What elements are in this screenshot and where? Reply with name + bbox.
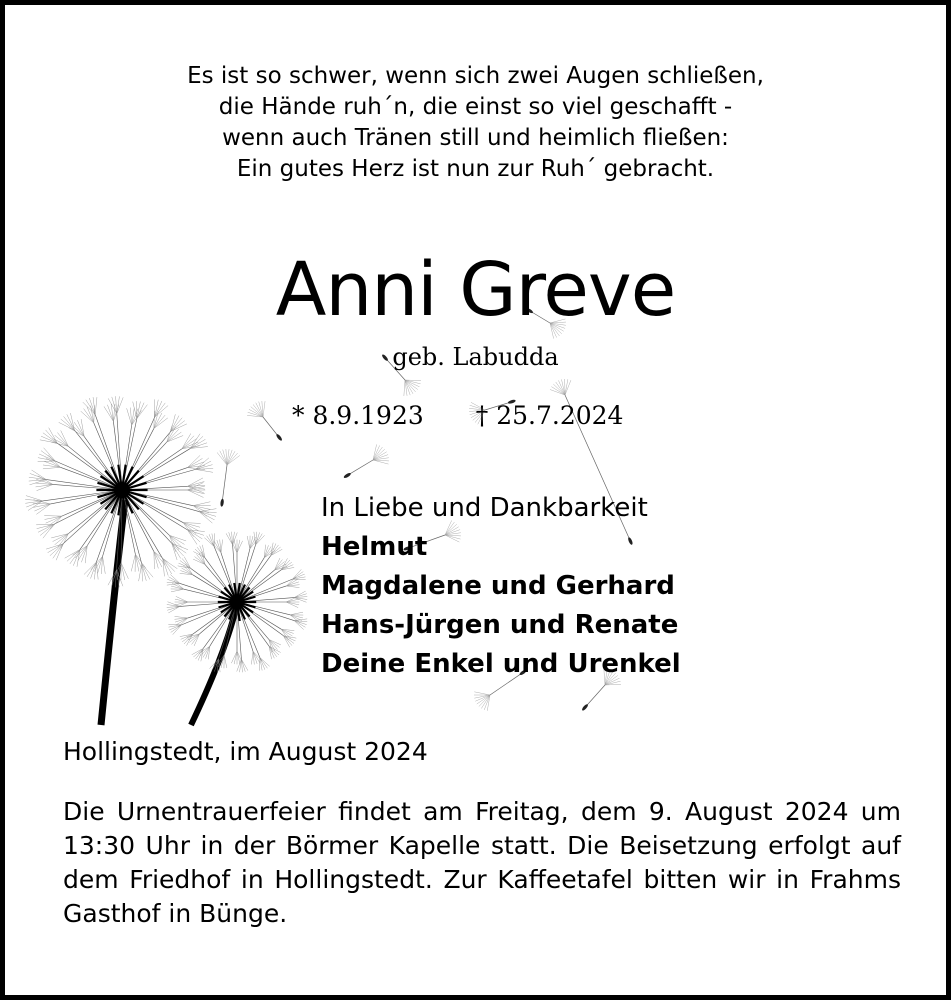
death-date: † 25.7.2024 [475,401,624,430]
family-member: Deine Enkel und Urenkel [321,649,681,679]
birth-date: * 8.9.1923 [292,401,424,430]
poem [5,61,946,185]
dandelion-icon [167,532,308,673]
family-member: Helmut [321,532,428,562]
dandelion-seed-icon [247,401,283,441]
funeral-notice: Die Urnentrauerfeier findet am Freitag, dem 9. August 2024 um 13:30 Uhr in der Börmer Kapelle statt. Die Beisetzung erfolgt auf dem Friedhof in Hollingstedt. Zur Kaffeetafel bitten wir in Frahms Gasthof in Bünge. [63,797,901,928]
place-date: Hollingstedt, im August 2024 [63,737,428,766]
poem-line: Ein gutes Herz ist nun zur Ruh´ gebracht. [236,156,715,182]
dandelion-seed-icon [343,444,389,478]
family-list [321,489,681,684]
birth-name: geb. Labudda [392,343,559,371]
poem-line: wenn auch Tränen still und heimlich fließen: [222,125,729,151]
family-intro: In Liebe und Dankbarkeit [321,493,648,523]
family-member: Hans-Jürgen und Renate [321,610,679,640]
family-member: Magdalene und Gerhard [321,571,675,601]
poem-line: die Hände ruh´n, die einst so viel geschafft - [218,94,733,120]
poem-line: Es ist so schwer, wenn sich zwei Augen schließen, [187,63,764,89]
dandelion-icon [25,396,216,587]
dandelion-seed-icon [217,449,240,507]
life-dates [292,401,623,430]
deceased-name: Anni Greve [275,247,676,333]
